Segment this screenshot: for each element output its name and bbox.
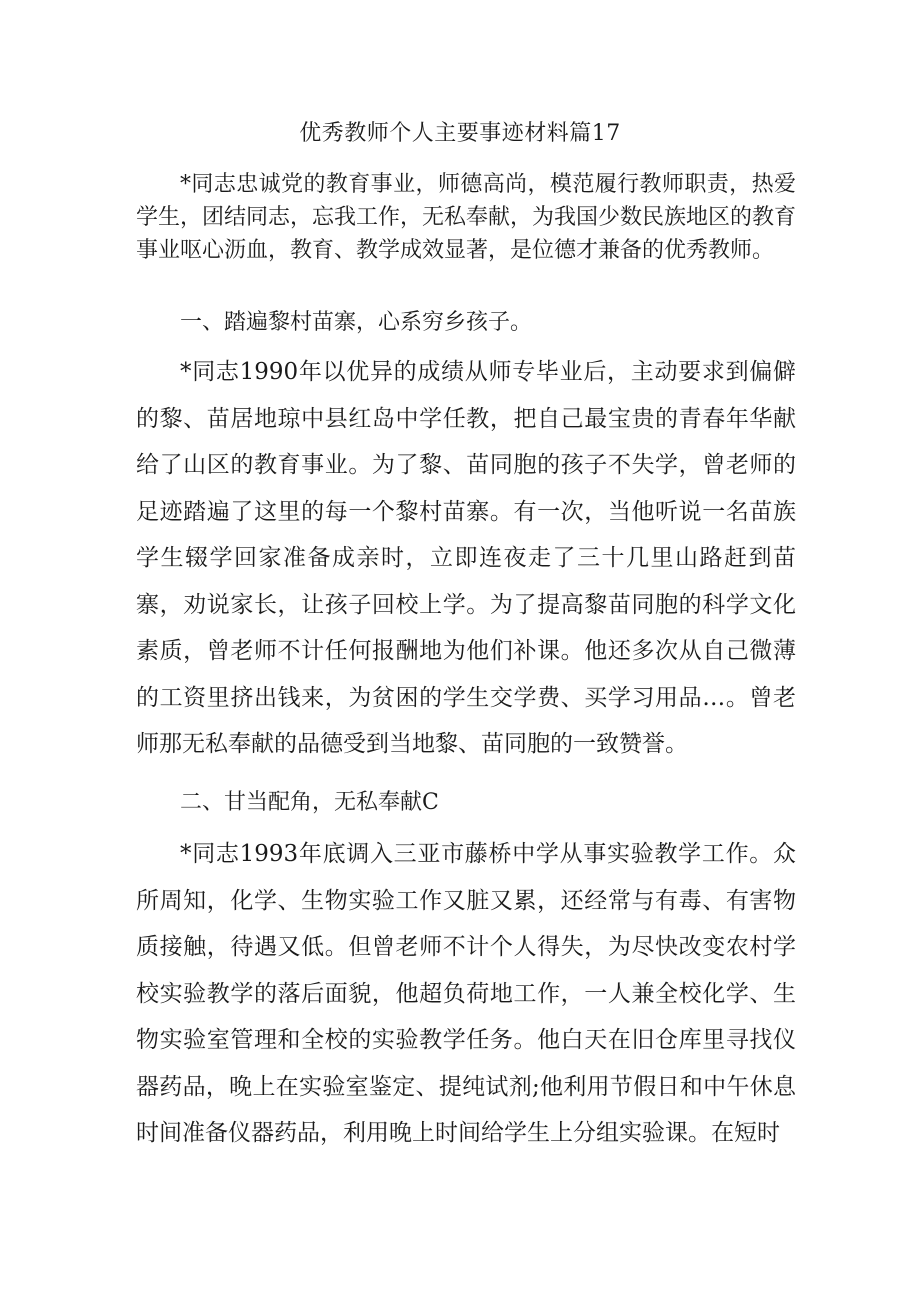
intro-paragraph: *同志忠诚党的教育事业，师德高尚，模范履行教师职责，热爱学生，团结同志，忘我工作，无私奉献，为我国少数民族地区的教育事业呕心沥血，教育、教学成效显著，是位德才兼备的优秀教师。 — [136, 172, 797, 263]
section-heading-2: 二、甘当配角，无私奉献C — [180, 790, 439, 815]
section-paragraph-2: *同志1993年底调入三亚市藤桥中学从事实验教学工作。众所周知，化学、生物实验工作又脏又累，还经常与有毒、有害物质接触，待遇又低。但曾老师不计个人得失，为尽快改变农村学校实验教学的落后面貌，他超负荷地工作，一人兼全校化学、生物实验室管理和全校的实验教学任务。他白天在旧仓库里寻找仪器药品，晚上在实验室鉴定、提纯试剂;他利用节假日和中午休息时间准备仪器药品，利用晚上时间给学生上分组实验课。在短时 — [136, 841, 796, 1146]
document-title: 优秀教师个人主要事迹材料篇17 — [299, 121, 621, 146]
section-heading-1: 一、踏遍黎村苗寨，心系穷乡孩子。 — [180, 310, 533, 335]
section-paragraph-1: *同志1990年以优异的成绩从师专毕业后，主动要求到偏僻的黎、苗居地琼中县红岛中学任教，把自己最宝贵的青春年华献给了山区的教育事业。为了黎、苗同胞的孩子不失学，曾老师的足迹踏遍了这里的每一个黎村苗寨。有一次，当他听说一名苗族学生辍学回家准备成亲时，立即连夜走了三十几里山路赶到苗寨，劝说家长，让孩子回校上学。为了提高黎苗同胞的科学文化素质，曾老师不计任何报酬地为他们补课。他还多次从自己微薄的工资里挤出钱来，为贫困的学生交学费、买学习用品…。曾老师那无私奉献的品德受到当地黎、苗同胞的一致赞誉。 — [136, 359, 796, 757]
